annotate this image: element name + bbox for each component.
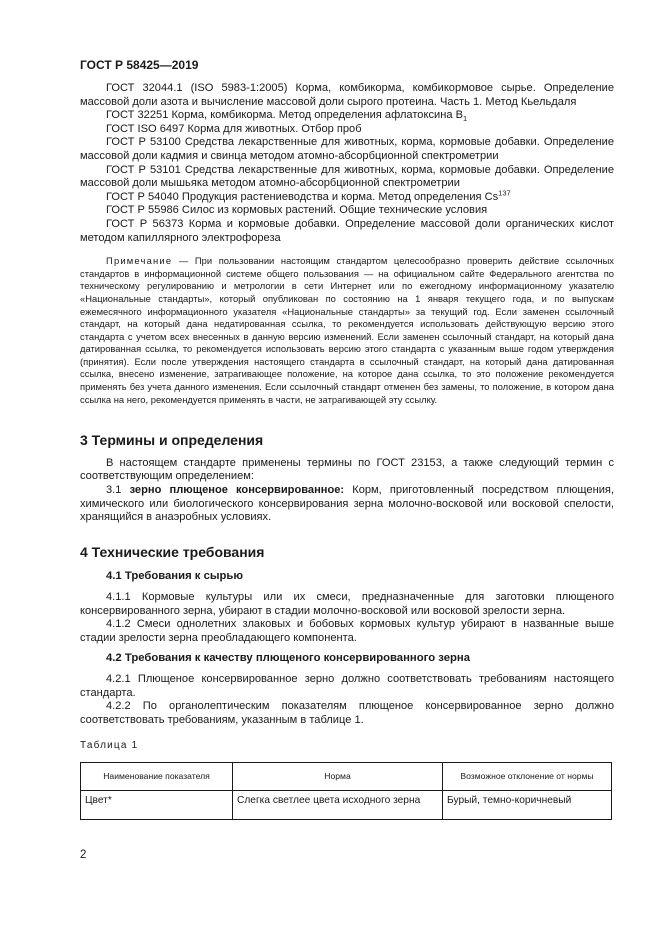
term-definition [80, 484, 614, 525]
reference-item: ГОСТ Р 55986 Силос из кормовых растений. Общие технические условия [106, 204, 488, 217]
term-number: 3.1 [106, 484, 122, 497]
note-text: — При пользовании настоящим стандартом целесообразно проверить действие ссылочных стандартов в информационной системе общего пользования — на официальном сайте Федерального агентства по техническому регулированию и метрологии в сети Интернет или по ежегодному информационному указателю «Национальные стандарты», который опубликован по состоянию на 1 января текущего года, и по выпускам ежемесячного информационного указателя «Национальные стандарты» за текущий год. Если заменен ссылочный стандарт, на который дана недатированная ссылка, то рекомендуется использовать действующую версию этого стандарта с учетом всех внесенных в данную версию изменений. Если заменен ссылочный стандарт, на который дана датированная ссылка, то рекомендуется использовать версию этого стандарта с указанным выше годом утверждения (принятия). Если после утверждения настоящего стандарта в ссылочный стандарт, на который дана датированная ссылка, внесено изменение, затрагивающее положение, на которое дана ссылка, то это положение рекомендуется применять без учета данного изменения. Если ссылочный стандарт отменен без замены, то положение, в котором дана ссылка на него, рекомендуется применять в части, не затрагивающей эту ссылку. [80, 255, 614, 405]
table-header-cell: Норма [233, 762, 443, 790]
table-1 [80, 762, 612, 820]
note-label: Примечание [106, 255, 173, 267]
reference-item: ГОСТ 32251 Корма, комбикорма. Метод определения афлатоксина $B_1$ [106, 109, 468, 124]
table-cell: Бурый, темно-коричневый [443, 790, 612, 819]
reference-item: ГОСТ Р 54040 Продукция растениеводства и корма. Метод определения Cs$^{137}$ [106, 188, 511, 203]
table-cell: Цвет* [81, 790, 233, 819]
subsection-4-2-title: 4.2 Требования к качеству плющеного консервированного зерна [106, 652, 470, 665]
reference-item: ГОСТ ISO 6497 Корма для животных. Отбор проб [106, 122, 362, 135]
term-name: зерно плющеное консервированное: [129, 484, 345, 497]
table-caption: Таблица 1 [80, 740, 139, 752]
document-header: ГОСТ Р 58425—2019 [80, 58, 199, 72]
term-text: Корм, приготовленный посредством плющения, химического или биологического консервирования зерна молочно-восковой или восковой спелости, хранящийся в анаэробных условиях. [80, 484, 614, 524]
page-number: 2 [80, 849, 87, 861]
table-cell: Слегка светлее цвета исходного зерна [233, 790, 443, 819]
table-row [81, 790, 612, 819]
table-header-cell: Возможное отклонение от нормы [443, 762, 612, 790]
section-3-intro: В настоящем стандарте применены термины по ГОСТ 23153, а также следующий термин с соответствующим определением: [80, 456, 614, 483]
reference-item: ГОСТ Р 53100 Средства лекарственные для животных, корма, кормовые добавки. Определение массовой доли кадмия и свинца методом атомно-абсорбционной спектрометрии [80, 136, 614, 162]
note-paragraph [80, 255, 614, 406]
table-header-cell: Наименование показателя [81, 762, 233, 790]
section-3-title: 3 Термины и определения [80, 432, 264, 449]
page-body [80, 82, 614, 820]
section-4-title: 4 Технические требования [80, 543, 265, 560]
reference-item: ГОСТ Р 53101 Средства лекарственные для животных, корма, кормовые добавки. Определение массовой доли мышьяка методом атомно-абсорбционной спектрометрии [80, 163, 614, 190]
paragraph-4-2-1: 4.2.1 Плющеное консервированное зерно должно соответствовать требованиям настоящего стандарта. [80, 672, 614, 699]
paragraph-4-2-2: 4.2.2 По органолептическим показателям плющеное консервированное зерно должно соответствовать требованиям, указанным в таблице 1. [80, 700, 614, 726]
paragraph-4-1-1: 4.1.1 Кормовые культуры или их смеси, предназначенные для заготовки плющеного консервированного зерна, убирают в стадии молочно-восковой или восковой зрелости зерна. [80, 591, 614, 617]
subsection-4-1-title: 4.1 Требования к сырью [106, 570, 244, 583]
table-header-row [81, 762, 612, 790]
references-list [80, 82, 614, 245]
reference-item: ГОСТ Р 56373 Корма и кормовые добавки. Определение массовой доли органических кислот методом капиллярного электрофореза [80, 217, 614, 244]
reference-item: ГОСТ 32044.1 (ISO 5983-1:2005) Корма, комбикорма, комбикормовое сырье. Определение массовой доли азота и вычисление массовой доли сырого протеина. Часть 1. Метод Кьельдаля [80, 82, 614, 108]
paragraph-4-1-2: 4.1.2 Смеси однолетних злаковых и бобовых кормовых культур убирают в названные выше стадии зрелости зерна преобладающего компонента. [80, 618, 614, 644]
